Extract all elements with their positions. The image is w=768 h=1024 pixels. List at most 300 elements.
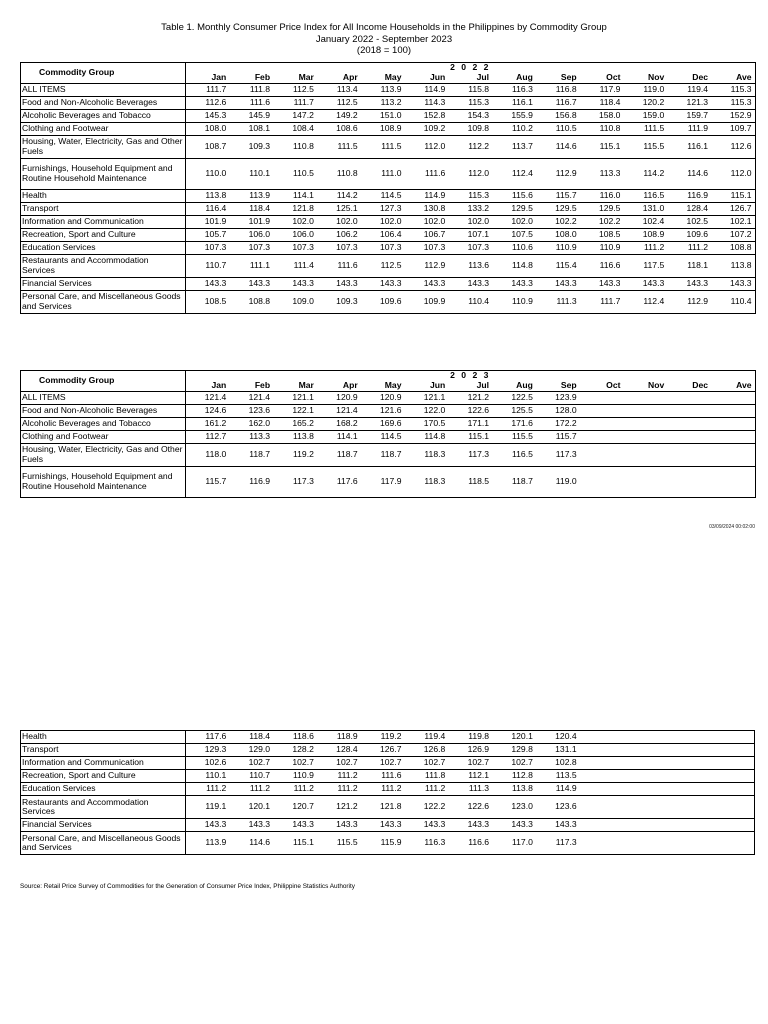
value-cell: 147.2: [273, 109, 317, 122]
value-cell: 113.2: [361, 96, 405, 109]
column-header-apr: Apr: [317, 381, 361, 391]
row-label: Transport: [21, 202, 186, 215]
value-cell: [711, 430, 755, 443]
value-cell: 122.5: [492, 391, 536, 404]
value-cell: 117.6: [317, 466, 361, 497]
value-cell: 143.3: [492, 819, 536, 832]
value-cell: 102.2: [536, 215, 580, 228]
title-line-1: Table 1. Monthly Consumer Price Index for All Income Households in the Philippines by Commodity Group: [161, 22, 607, 33]
value-cell: 113.8: [273, 430, 317, 443]
value-cell: 108.5: [186, 290, 230, 313]
value-cell: 107.3: [404, 241, 448, 254]
value-cell: 114.6: [667, 158, 711, 189]
value-cell: 121.2: [448, 391, 492, 404]
value-cell: 106.0: [229, 228, 273, 241]
value-cell: 109.0: [273, 290, 317, 313]
value-cell: 113.3: [229, 430, 273, 443]
value-cell: 111.2: [273, 783, 317, 796]
value-cell: 102.1: [711, 215, 755, 228]
table-row: [21, 135, 756, 158]
value-cell: 121.4: [229, 391, 273, 404]
column-header-sep: Sep: [536, 381, 580, 391]
value-cell: 102.5: [667, 215, 711, 228]
value-cell: 126.7: [711, 202, 755, 215]
value-cell: 116.5: [623, 189, 667, 202]
value-cell: 143.3: [317, 277, 361, 290]
value-cell: 111.3: [536, 290, 580, 313]
column-header-mar: Mar: [273, 381, 317, 391]
value-cell: 102.7: [229, 757, 273, 770]
value-cell: 111.7: [186, 83, 230, 96]
row-label: Housing, Water, Electricity, Gas and Other Fuels: [21, 443, 186, 466]
value-cell: 168.2: [317, 417, 361, 430]
table-row: [21, 158, 756, 189]
row-label: Information and Communication: [21, 215, 186, 228]
value-cell: 110.7: [186, 254, 230, 277]
row-label: Clothing and Footwear: [21, 430, 186, 443]
row-label: ALL ITEMS: [21, 83, 186, 96]
value-cell: 111.6: [361, 770, 405, 783]
value-cell: 127.3: [361, 202, 405, 215]
value-cell: 109.9: [404, 290, 448, 313]
value-cell: 128.2: [273, 744, 317, 757]
value-cell: 102.7: [317, 757, 361, 770]
value-cell: 119.1: [186, 796, 230, 819]
value-cell: 169.6: [361, 417, 405, 430]
value-cell: 102.0: [317, 215, 361, 228]
table-row: [21, 96, 756, 109]
value-cell: [711, 731, 755, 744]
value-cell: 108.0: [186, 122, 230, 135]
value-cell: 107.3: [273, 241, 317, 254]
value-cell: 143.3: [317, 819, 361, 832]
value-cell: 116.9: [229, 466, 273, 497]
cpi-table-2022: [20, 62, 756, 314]
value-cell: 129.3: [186, 744, 230, 757]
value-cell: 110.8: [580, 122, 624, 135]
value-cell: 128.4: [317, 744, 361, 757]
value-cell: [667, 832, 711, 855]
column-header-feb: Feb: [229, 73, 273, 83]
value-cell: [667, 796, 711, 819]
row-label: Financial Services: [21, 819, 186, 832]
value-cell: 118.3: [404, 466, 448, 497]
value-cell: 143.3: [623, 277, 667, 290]
value-cell: 119.0: [623, 83, 667, 96]
value-cell: 101.9: [229, 215, 273, 228]
value-cell: 107.3: [186, 241, 230, 254]
value-cell: 112.0: [448, 158, 492, 189]
value-cell: 155.9: [492, 109, 536, 122]
value-cell: 112.7: [186, 430, 230, 443]
value-cell: 102.8: [536, 757, 580, 770]
value-cell: 112.5: [361, 254, 405, 277]
column-header-ave: Ave: [711, 73, 755, 83]
value-cell: 170.5: [404, 417, 448, 430]
value-cell: 149.2: [317, 109, 361, 122]
table-row: [21, 757, 755, 770]
value-cell: 121.6: [361, 404, 405, 417]
value-cell: [580, 417, 624, 430]
value-cell: 113.9: [186, 832, 230, 855]
value-cell: [580, 744, 624, 757]
value-cell: [667, 783, 711, 796]
value-cell: [623, 770, 667, 783]
value-cell: 112.9: [404, 254, 448, 277]
value-cell: 118.4: [229, 731, 273, 744]
value-cell: 114.9: [536, 783, 580, 796]
value-cell: 114.6: [536, 135, 580, 158]
value-cell: [580, 430, 624, 443]
value-cell: 116.4: [186, 202, 230, 215]
value-cell: 128.0: [536, 404, 580, 417]
value-cell: 143.3: [273, 277, 317, 290]
column-header-apr: Apr: [317, 73, 361, 83]
column-header-may: May: [361, 73, 405, 83]
row-label: Alcoholic Beverages and Tobacco: [21, 109, 186, 122]
value-cell: 118.7: [492, 466, 536, 497]
table-row: [21, 202, 756, 215]
value-cell: [580, 832, 624, 855]
value-cell: 114.6: [229, 832, 273, 855]
value-cell: [711, 391, 755, 404]
value-cell: [711, 744, 755, 757]
value-cell: [580, 757, 624, 770]
value-cell: 111.8: [229, 83, 273, 96]
value-cell: 133.2: [448, 202, 492, 215]
value-cell: 114.9: [404, 83, 448, 96]
value-cell: 119.4: [667, 83, 711, 96]
value-cell: 111.7: [273, 96, 317, 109]
value-cell: [667, 404, 711, 417]
table-row: [21, 290, 756, 313]
value-cell: 111.5: [623, 122, 667, 135]
value-cell: 111.0: [361, 158, 405, 189]
value-cell: 129.8: [492, 744, 536, 757]
value-cell: 116.8: [536, 83, 580, 96]
value-cell: 131.1: [536, 744, 580, 757]
value-cell: 102.0: [273, 215, 317, 228]
value-cell: 108.1: [229, 122, 273, 135]
value-cell: 112.8: [492, 770, 536, 783]
value-cell: 118.5: [448, 466, 492, 497]
value-cell: 110.1: [229, 158, 273, 189]
row-label: Restaurants and Accommodation Services: [21, 254, 186, 277]
value-cell: 114.5: [361, 430, 405, 443]
table-row: [21, 241, 756, 254]
value-cell: 115.5: [623, 135, 667, 158]
value-cell: 116.3: [404, 832, 448, 855]
value-cell: 111.6: [404, 158, 448, 189]
value-cell: 109.6: [361, 290, 405, 313]
value-cell: 117.5: [623, 254, 667, 277]
row-label: Transport: [21, 744, 186, 757]
value-cell: 108.0: [536, 228, 580, 241]
value-cell: [623, 430, 667, 443]
column-header-commodity-group: Commodity Group: [21, 371, 186, 392]
value-cell: 113.7: [492, 135, 536, 158]
row-label: Personal Care, and Miscellaneous Goods and Services: [21, 290, 186, 313]
value-cell: 117.9: [580, 83, 624, 96]
value-cell: 116.9: [667, 189, 711, 202]
value-cell: 129.5: [492, 202, 536, 215]
value-cell: 111.2: [186, 783, 230, 796]
row-label: Recreation, Sport and Culture: [21, 228, 186, 241]
value-cell: 112.0: [711, 158, 755, 189]
value-cell: 154.3: [448, 109, 492, 122]
value-cell: [711, 404, 755, 417]
value-cell: [580, 783, 624, 796]
value-cell: 113.5: [536, 770, 580, 783]
row-label: Restaurants and Accommodation Services: [21, 796, 186, 819]
value-cell: 116.5: [492, 443, 536, 466]
value-cell: 108.6: [317, 122, 361, 135]
year-header: 2 0 2 3: [186, 371, 756, 382]
value-cell: 121.2: [317, 796, 361, 819]
column-header-jul: Jul: [448, 73, 492, 83]
value-cell: 143.3: [186, 277, 230, 290]
value-cell: 108.7: [186, 135, 230, 158]
value-cell: 119.8: [448, 731, 492, 744]
value-cell: 108.5: [580, 228, 624, 241]
value-cell: 113.9: [229, 189, 273, 202]
value-cell: 114.1: [317, 430, 361, 443]
value-cell: [580, 770, 624, 783]
value-cell: 152.8: [404, 109, 448, 122]
table-row: [21, 254, 756, 277]
value-cell: 119.0: [536, 466, 580, 497]
value-cell: 110.9: [492, 290, 536, 313]
value-cell: 143.3: [536, 277, 580, 290]
value-cell: 120.1: [492, 731, 536, 744]
value-cell: [711, 417, 755, 430]
value-cell: 107.3: [361, 241, 405, 254]
value-cell: 114.5: [361, 189, 405, 202]
value-cell: [711, 466, 755, 497]
value-cell: [667, 819, 711, 832]
value-cell: 118.0: [186, 443, 230, 466]
column-header-aug: Aug: [492, 73, 536, 83]
value-cell: 110.6: [492, 241, 536, 254]
value-cell: 121.4: [317, 404, 361, 417]
value-cell: 110.7: [229, 770, 273, 783]
row-label: Financial Services: [21, 277, 186, 290]
row-label: Housing, Water, Electricity, Gas and Other Fuels: [21, 135, 186, 158]
value-cell: 110.0: [186, 158, 230, 189]
value-cell: [580, 466, 624, 497]
table-title: [0, 22, 768, 57]
column-header-commodity-group: Commodity Group: [21, 63, 186, 84]
value-cell: 115.7: [536, 189, 580, 202]
value-cell: [623, 796, 667, 819]
column-header-nov: Nov: [623, 73, 667, 83]
value-cell: 126.7: [361, 744, 405, 757]
value-cell: 129.5: [580, 202, 624, 215]
value-cell: 110.9: [536, 241, 580, 254]
value-cell: 120.9: [317, 391, 361, 404]
value-cell: 110.8: [273, 135, 317, 158]
value-cell: 116.0: [580, 189, 624, 202]
value-cell: 126.9: [448, 744, 492, 757]
row-label: Furnishings, Household Equipment and Routine Household Maintenance: [21, 466, 186, 497]
value-cell: 131.0: [623, 202, 667, 215]
value-cell: 115.4: [536, 254, 580, 277]
value-cell: 102.0: [492, 215, 536, 228]
value-cell: 120.7: [273, 796, 317, 819]
value-cell: [580, 391, 624, 404]
value-cell: 116.6: [448, 832, 492, 855]
value-cell: 126.8: [404, 744, 448, 757]
column-header-jun: Jun: [404, 73, 448, 83]
value-cell: 111.2: [361, 783, 405, 796]
value-cell: [623, 757, 667, 770]
value-cell: 116.1: [492, 96, 536, 109]
value-cell: 143.3: [229, 819, 273, 832]
value-cell: 111.5: [317, 135, 361, 158]
value-cell: [580, 796, 624, 819]
value-cell: 115.3: [711, 96, 755, 109]
value-cell: 143.3: [404, 819, 448, 832]
row-label: Recreation, Sport and Culture: [21, 770, 186, 783]
value-cell: 117.0: [492, 832, 536, 855]
value-cell: 121.8: [361, 796, 405, 819]
value-cell: 102.7: [273, 757, 317, 770]
table-row: [21, 109, 756, 122]
value-cell: 114.1: [273, 189, 317, 202]
value-cell: 102.7: [448, 757, 492, 770]
value-cell: 112.9: [536, 158, 580, 189]
column-header-dec: Dec: [667, 381, 711, 391]
column-header-oct: Oct: [580, 381, 624, 391]
value-cell: 115.3: [448, 189, 492, 202]
value-cell: 110.8: [317, 158, 361, 189]
value-cell: 102.2: [580, 215, 624, 228]
value-cell: 102.0: [361, 215, 405, 228]
value-cell: 112.4: [492, 158, 536, 189]
value-cell: 129.5: [536, 202, 580, 215]
value-cell: [711, 443, 755, 466]
value-cell: 119.2: [361, 731, 405, 744]
value-cell: 143.3: [361, 277, 405, 290]
value-cell: 120.1: [229, 796, 273, 819]
value-cell: 112.0: [404, 135, 448, 158]
value-cell: 108.8: [229, 290, 273, 313]
table-row: [21, 430, 756, 443]
value-cell: 111.3: [448, 783, 492, 796]
value-cell: 115.5: [317, 832, 361, 855]
value-cell: 114.8: [404, 430, 448, 443]
table-row: [21, 228, 756, 241]
value-cell: 143.3: [711, 277, 755, 290]
value-cell: 117.9: [361, 466, 405, 497]
value-cell: [667, 391, 711, 404]
column-header-jul: Jul: [448, 381, 492, 391]
print-timestamp: 03/09/2024 00:02:00: [709, 524, 755, 530]
value-cell: 115.9: [361, 832, 405, 855]
value-cell: 143.3: [580, 277, 624, 290]
value-cell: [711, 819, 755, 832]
value-cell: 114.2: [623, 158, 667, 189]
value-cell: [667, 443, 711, 466]
value-cell: 106.4: [361, 228, 405, 241]
value-cell: 111.2: [623, 241, 667, 254]
value-cell: 143.3: [361, 819, 405, 832]
value-cell: [711, 832, 755, 855]
value-cell: 111.2: [229, 783, 273, 796]
row-label: Health: [21, 189, 186, 202]
column-header-jan: Jan: [186, 381, 230, 391]
value-cell: 109.2: [404, 122, 448, 135]
column-header-may: May: [361, 381, 405, 391]
value-cell: 118.7: [229, 443, 273, 466]
column-header-nov: Nov: [623, 381, 667, 391]
value-cell: 143.3: [229, 277, 273, 290]
table-row: [21, 122, 756, 135]
value-cell: 143.3: [448, 819, 492, 832]
value-cell: [580, 443, 624, 466]
value-cell: 102.0: [404, 215, 448, 228]
value-cell: 159.0: [623, 109, 667, 122]
value-cell: 110.9: [273, 770, 317, 783]
value-cell: 118.9: [317, 731, 361, 744]
value-cell: 113.8: [186, 189, 230, 202]
value-cell: 123.0: [492, 796, 536, 819]
value-cell: 107.3: [229, 241, 273, 254]
value-cell: 119.2: [273, 443, 317, 466]
year-header: 2 0 2 2: [186, 63, 756, 74]
value-cell: [667, 430, 711, 443]
table-row: [21, 417, 756, 430]
value-cell: 113.9: [361, 83, 405, 96]
value-cell: [623, 731, 667, 744]
value-cell: 123.6: [229, 404, 273, 417]
value-cell: 110.1: [186, 770, 230, 783]
value-cell: 116.1: [667, 135, 711, 158]
value-cell: 110.4: [711, 290, 755, 313]
value-cell: 113.6: [448, 254, 492, 277]
value-cell: 159.7: [667, 109, 711, 122]
value-cell: 113.3: [580, 158, 624, 189]
value-cell: [711, 757, 755, 770]
value-cell: 117.3: [536, 443, 580, 466]
value-cell: 117.3: [536, 832, 580, 855]
column-header-oct: Oct: [580, 73, 624, 83]
value-cell: 118.7: [317, 443, 361, 466]
value-cell: 112.2: [448, 135, 492, 158]
table-row: [21, 443, 756, 466]
value-cell: 107.3: [317, 241, 361, 254]
table-row: [21, 770, 755, 783]
column-header-feb: Feb: [229, 381, 273, 391]
value-cell: 115.1: [448, 430, 492, 443]
row-label: Personal Care, and Miscellaneous Goods and Services: [21, 832, 186, 855]
table-row: [21, 466, 756, 497]
value-cell: 121.3: [667, 96, 711, 109]
value-cell: [623, 819, 667, 832]
value-cell: 115.1: [580, 135, 624, 158]
value-cell: 101.9: [186, 215, 230, 228]
value-cell: 108.4: [273, 122, 317, 135]
value-cell: 112.6: [711, 135, 755, 158]
value-cell: 102.0: [448, 215, 492, 228]
value-cell: 115.3: [711, 83, 755, 96]
row-label: ALL ITEMS: [21, 391, 186, 404]
value-cell: 113.8: [492, 783, 536, 796]
value-cell: 122.6: [448, 796, 492, 819]
value-cell: 114.9: [404, 189, 448, 202]
value-cell: [667, 770, 711, 783]
table-row: [21, 404, 756, 417]
